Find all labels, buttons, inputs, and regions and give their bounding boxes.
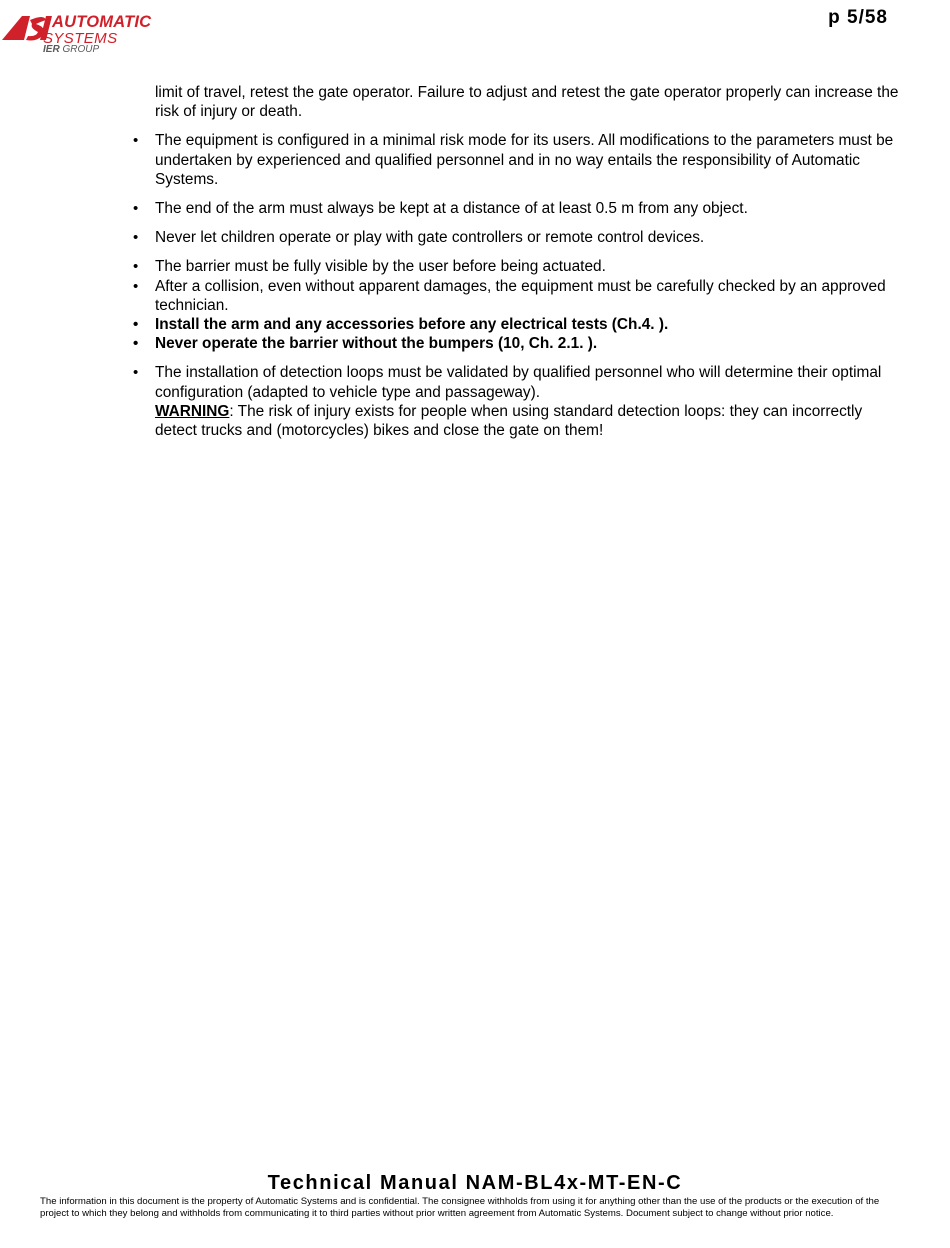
continuation-paragraph: limit of travel, retest the gate operator. Failure to adjust and retest the gate operator properly can increase the risk of injury or death.	[155, 84, 899, 121]
list-item	[133, 334, 900, 353]
bullet-icon: •	[133, 132, 139, 150]
bullet-icon: •	[133, 277, 139, 295]
list-item-text: The equipment is configured in a minimal risk mode for its users. All modifications to the parameters must be undertaken by experienced and qualified personnel and in no way entails the responsibility of Automatic Systems.	[155, 132, 894, 188]
list-item-text: Install the arm and any accessories before any electrical tests (Ch.4. ).	[155, 316, 669, 334]
bullet-icon: •	[133, 229, 139, 247]
list-item-text: The barrier must be fully visible by the user before being actuated.	[155, 258, 606, 276]
footer-confidentiality-note: The information in this document is the property of Automatic Systems and is confidential. The consignee withholds from using it for anything other than the use of the products or the execution of the project to which they belong and withholds from communicating it to third parties without prior written agreement from Automatic Systems. Document subject to change without prior notice.	[40, 1196, 880, 1219]
list-item	[133, 315, 900, 334]
list-item	[133, 363, 900, 440]
list-item-text: The installation of detection loops must be validated by qualified personnel who will determine their optimal configuration (adapted to vehicle type and passageway).	[155, 364, 882, 401]
document-body	[0, 83, 950, 440]
logo-text-systems: SYSTEMS	[43, 30, 118, 47]
page-number: p 5/58	[828, 7, 888, 28]
list-item	[133, 131, 900, 189]
logo-text-automatic: AUTOMATIC	[52, 13, 152, 31]
warning-label: WARNING	[155, 402, 230, 420]
list-item	[133, 199, 900, 218]
list-item-text: Never operate the barrier without the bumpers (10, Ch. 2.1. ).	[155, 335, 598, 353]
bullet-icon: •	[133, 200, 139, 218]
bullet-icon: •	[133, 335, 139, 353]
list-item-text: Never let children operate or play with gate controllers or remote control devices.	[155, 229, 705, 247]
list-item	[133, 228, 900, 247]
bullet-icon: •	[133, 316, 139, 334]
footer-title: Technical Manual NAM-BL4x-MT-EN-C	[267, 1172, 683, 1194]
list-item-text: After a collision, even without apparent damages, the equipment must be carefully checked by an approved technician.	[155, 277, 886, 314]
logo-text-group: IER GROUP	[43, 44, 100, 55]
list-item	[133, 257, 900, 276]
warning-text: : The risk of injury exists for people when using standard detection loops: they can incorrectly detect trucks and (motorcycles) bikes and close the gate on them!	[155, 402, 863, 440]
company-logo	[0, 10, 180, 56]
list-item-text: The end of the arm must always be kept at a distance of at least 0.5 m from any object.	[155, 200, 748, 218]
logo-text-group-word: GROUP	[62, 44, 100, 55]
bullet-icon: •	[133, 258, 139, 276]
bullet-icon: •	[133, 364, 139, 382]
list-item	[133, 277, 900, 315]
